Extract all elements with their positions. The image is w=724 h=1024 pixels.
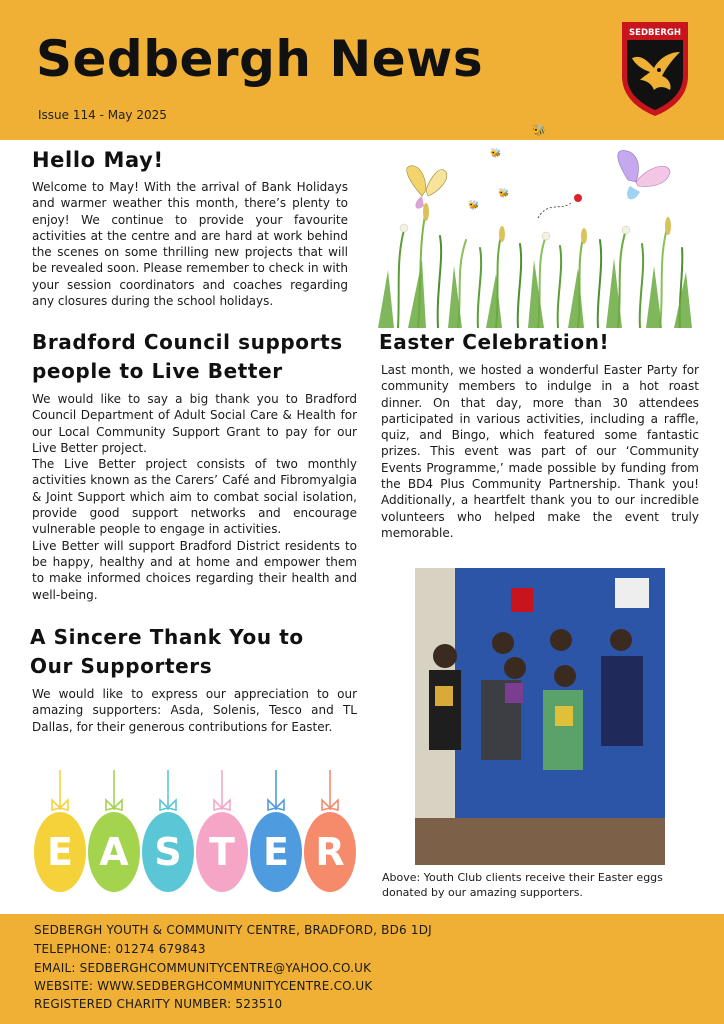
footer-telephone: TELEPHONE: 01274 679843 xyxy=(34,942,206,956)
bradford-paragraph-1: We would like to say a big thank you to Bradford Council Department of Adult Social Care & Health for our Local Community Support Grant to pay for our Live Better project. xyxy=(32,392,357,455)
meadow-butterflies-illustration xyxy=(378,140,694,328)
photo-caption: Above: Youth Club clients receive their Easter eggs donated by our amazing supporters. xyxy=(382,871,663,899)
easter-egg-6 xyxy=(304,770,356,892)
easter-letter-5: E xyxy=(263,830,289,874)
issue-label: Issue 114 - May 2025 xyxy=(38,108,167,122)
easter-letter-2: A xyxy=(99,830,129,874)
bradford-paragraph-3: Live Better will support Bradford District residents to be happy, healthy and at home and empower them to make informed choices regarding their health and well-being. xyxy=(32,538,357,602)
easter-text: Last month, we hosted a wonderful Easter Party for community members to indulge in a hot roast dinner. On that day, more than 30 attendees participated in various activities, including a raffle, quiz, and Bingo, which featured some fantastic prizes. This event was part of our ‘Community Events Programme,’ made possible by funding from the BD4 Plus Community Partnership. Thank you! Additionally, a heartfelt thank you to our incredible volunteers who helped make the event truly memorable. xyxy=(381,363,699,540)
bradford-paragraph-2: The Live Better project consists of two monthly activities known as the Carers’ Café and Fibromyalgia & Joint Support which aim to combat social isolation, provide good support networks and encourage vulnerable people to engage in activities. xyxy=(32,457,357,537)
easter-egg-4 xyxy=(196,770,248,892)
bee-icon: 🐝 xyxy=(532,124,546,137)
easter-egg-5 xyxy=(250,770,302,892)
hello-body xyxy=(32,179,348,309)
pink-butterfly-icon xyxy=(618,150,670,199)
footer xyxy=(0,914,724,1024)
easter-egg-3 xyxy=(142,770,194,892)
footer-email: EMAIL: SEDBERGHCOMMUNITYCENTRE@YAHOO.CO.UK xyxy=(34,961,372,975)
hello-heading: Hello May! xyxy=(32,148,164,172)
easter-letter-4: T xyxy=(209,830,235,874)
newsletter-title: Sedbergh News xyxy=(36,30,484,88)
bradford-heading-line2: people to Live Better xyxy=(32,359,283,383)
footer-charity-number: REGISTERED CHARITY NUMBER: 523510 xyxy=(34,997,283,1011)
easter-letter-3: S xyxy=(154,830,182,874)
yellow-butterfly-icon xyxy=(407,166,447,209)
easter-heading: Easter Celebration! xyxy=(379,330,610,354)
bradford-body xyxy=(32,391,357,603)
easter-egg-2 xyxy=(88,770,140,892)
svg-text:🐝: 🐝 xyxy=(490,149,502,159)
header-banner xyxy=(0,0,724,140)
sedbergh-shield-logo xyxy=(618,18,692,118)
thanks-text: We would like to express our appreciation to our amazing supporters: Asda, Solenis, Tesco and TL Dallas, for their generous contributions for Easter. xyxy=(32,687,357,734)
svg-text:🐝: 🐝 xyxy=(468,201,480,211)
easter-egg-1 xyxy=(34,770,86,892)
logo-text: SEDBERGH xyxy=(629,28,681,38)
bee-icons xyxy=(468,148,509,211)
easter-letter-6: R xyxy=(315,830,345,874)
easter-eggs-graphic xyxy=(30,766,360,896)
bradford-heading-line1: Bradford Council supports xyxy=(32,330,343,354)
footer-website: WEBSITE: WWW.SEDBERGHCOMMUNITYCENTRE.CO.UK xyxy=(34,979,373,993)
thanks-body xyxy=(32,686,357,735)
thanks-heading-line1: A Sincere Thank You to xyxy=(30,625,304,649)
youth-club-photo xyxy=(415,568,665,865)
footer-address: SEDBERGH YOUTH & COMMUNITY CENTRE, BRADFORD, BD6 1DJ xyxy=(34,923,432,937)
easter-body xyxy=(381,362,699,541)
hello-text: Welcome to May! With the arrival of Bank Holidays and warmer weather this month, there’s plenty to enjoy! We continue to provide your favourite activities at the centre and are hard at work behind the scenes on some thrilling new projects that will be revealed soon. Please remember to check in with your session coordinators and coaches regarding any closures during the school holidays. xyxy=(32,180,348,309)
svg-text:🐝: 🐝 xyxy=(498,189,510,199)
easter-letter-1: E xyxy=(47,830,73,874)
ladybug-icon xyxy=(538,194,582,218)
thanks-heading-line2: Our Supporters xyxy=(30,654,213,678)
